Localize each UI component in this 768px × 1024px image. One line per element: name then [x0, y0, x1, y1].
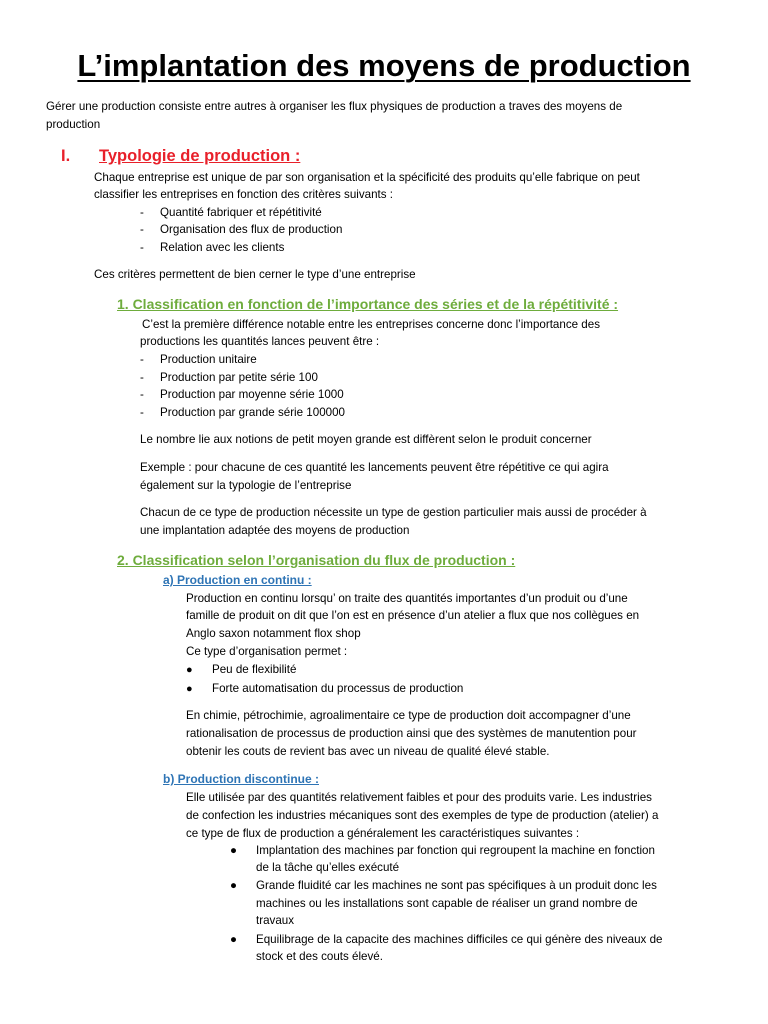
sub-subsection-heading: b) Production discontinue : — [163, 772, 319, 786]
bullet-marker: ● — [230, 879, 238, 892]
sub-subsection-heading: a) Production en continu : — [163, 573, 312, 587]
bullet-item: de la tâche qu’elles exécuté — [256, 861, 400, 874]
section-number: I. — [61, 147, 71, 165]
paragraph-line: Chaque entreprise est unique de par son organisation et la spécificité des produits qu’elle fabrique on peut — [94, 171, 640, 184]
paragraph-line: famille de produit on dit que l’on est en présence d’un atelier a flux que nos collègues en — [186, 609, 640, 622]
paragraph-line: une implantation adaptée des moyens de production — [140, 524, 410, 537]
bullet-item: stock et des couts élevé. — [256, 950, 383, 963]
list-item: - Quantité fabriquer et répétitivité — [140, 206, 322, 219]
bullet-item: Implantation des machines par fonction qui regroupent la machine en fonction — [256, 844, 655, 857]
subsection-heading: 1. Classification en fonction de l’importance des séries et de la répétitivité : — [117, 296, 619, 312]
section-heading — [61, 146, 300, 166]
bullet-item: ● Peu de flexibilité — [186, 663, 297, 676]
paragraph-line: Ce type d’organisation permet : — [186, 645, 348, 658]
bullet-item: machines ou les installations sont capable de réaliser un grand nombre de — [256, 897, 638, 910]
paragraph-line: Chacun de ce type de production nécessite un type de gestion particulier mais aussi de procéder à — [140, 506, 647, 519]
bullet-item: travaux — [256, 914, 295, 927]
bullet-marker: ● — [230, 933, 238, 946]
list-item: - Relation avec les clients — [140, 241, 285, 254]
list-item: - Production par petite série 100 — [140, 371, 318, 384]
intro-line: Gérer une production consiste entre autres à organiser les flux physiques de production a traves des moyens de — [46, 100, 623, 113]
paragraph-line: également sur la typologie de l’entreprise — [140, 479, 352, 492]
paragraph-line: classifier les entreprises en fonction des critères suivants : — [94, 188, 393, 201]
intro-line: production — [46, 118, 101, 131]
paragraph-line: Production en continu lorsqu’ on traite des quantités importantes d’un produit ou d’une — [186, 592, 628, 605]
list-item: - Production unitaire — [140, 353, 257, 366]
list-item: - Production par grande série 100000 — [140, 406, 345, 419]
paragraph-line: Ces critères permettent de bien cerner le type d’une entreprise — [94, 268, 416, 281]
list-item: - Organisation des flux de production — [140, 223, 343, 236]
paragraph-line: Le nombre lie aux notions de petit moyen grande est diffèrent selon le produit concerner — [140, 433, 592, 446]
paragraph-line: rationalisation de processus de production ainsi que des systèmes de manutention pour — [186, 727, 637, 740]
paragraph-line: C’est la première différence notable entre les entreprises concerne donc l’importance des — [142, 318, 600, 331]
paragraph-line: productions les quantités lances peuvent être : — [140, 335, 380, 348]
bullet-item: Equilibrage de la capacite des machines difficiles ce qui génère des niveaux de — [256, 933, 663, 946]
page-title: L’implantation des moyens de production — [77, 48, 691, 83]
paragraph-line: Exemple : pour chacune de ces quantité les lancements peuvent être répétitive ce qui agira — [140, 461, 609, 474]
paragraph-line: En chimie, pétrochimie, agroalimentaire ce type de production doit accompagner d’une — [186, 709, 631, 722]
bullet-item: Grande fluidité car les machines ne sont pas spécifiques à un produit donc les — [256, 879, 657, 892]
list-item: - Production par moyenne série 1000 — [140, 388, 344, 401]
paragraph-line: ce type de flux de production a généralement les caractéristiques suivantes : — [186, 827, 580, 840]
paragraph-line: obtenir les couts de revient bas avec un niveau de qualité élevé stable. — [186, 745, 550, 758]
bullet-marker: ● — [230, 844, 238, 857]
paragraph-line: de confection les industries mécaniques sont des exemples de type de production (atelier) a — [186, 809, 659, 822]
paragraph-line: Anglo saxon notamment flox shop — [186, 627, 361, 640]
bullet-item: ● Forte automatisation du processus de production — [186, 682, 464, 695]
paragraph-line: Elle utilisée par des quantités relativement faibles et pour des produits varie. Les industries — [186, 791, 652, 804]
section-title: Typologie de production : — [99, 147, 301, 165]
subsection-heading: 2. Classification selon l’organisation du flux de production : — [117, 552, 516, 568]
